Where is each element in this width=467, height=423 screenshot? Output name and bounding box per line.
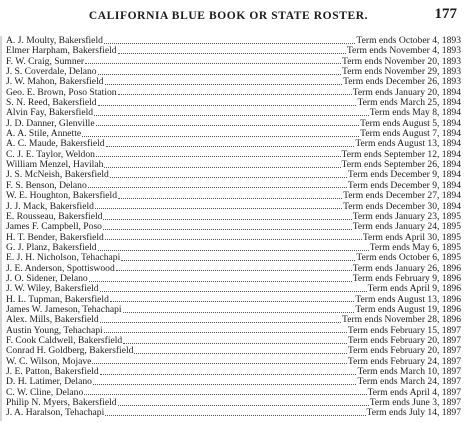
entry-term: Term ends March 25, 1894 <box>357 97 461 109</box>
page-title: CALIFORNIA BLUE BOOK OR STATE ROSTER. <box>88 10 369 22</box>
entry-name: E. J. H. Nicholson, Tehachapi <box>6 252 121 264</box>
entry-term: Term ends August 19, 1896 <box>355 303 461 315</box>
dot-leader <box>121 260 355 261</box>
dot-leader <box>84 394 366 395</box>
entry-term: Term ends February 20, 1897 <box>347 345 461 357</box>
entry-name: J. S. Coverdale, Delano <box>6 66 97 78</box>
dot-leader <box>118 198 342 199</box>
dot-leader <box>100 374 357 375</box>
entry-term: Term ends June 3, 1897 <box>369 397 461 409</box>
dot-leader <box>82 136 359 137</box>
dot-leader <box>118 405 369 406</box>
entry-name: J. D. Danner, Glenville <box>6 117 95 129</box>
entry-term: Term ends January 20, 1894 <box>352 86 461 98</box>
dot-leader <box>98 250 369 251</box>
entry-name: J. E. Anderson, Spottiswood <box>6 262 115 274</box>
dot-leader <box>96 156 341 157</box>
entry-term: Term ends August 7, 1894 <box>360 128 461 140</box>
entry-term: Term ends February 24, 1897 <box>347 355 461 367</box>
dot-leader <box>103 229 352 230</box>
list-item <box>6 191 461 201</box>
page-edge-shadow <box>0 36 2 421</box>
entry-name: Alex. Mills, Bakersfield <box>6 314 99 326</box>
entry-name: J. E. Patton, Bakersfield <box>6 366 99 377</box>
dot-leader <box>92 363 346 364</box>
entry-name: H. L. Tupman, Bakersfield <box>6 293 109 305</box>
dot-leader <box>94 115 369 116</box>
entry-name: William Menzel, Havilah <box>6 159 104 171</box>
entry-name: Elmer Harpham, Bakersfield <box>6 45 117 57</box>
entry-term: Term ends October 6, 1895 <box>356 252 461 264</box>
entry-name: F. Cook Caldwell, Bakersfield <box>6 334 123 346</box>
dot-leader <box>105 239 362 240</box>
dot-leader <box>134 353 346 354</box>
entry-term: Term ends December 27, 1894 <box>343 190 461 202</box>
entry-name: J. J. Mack, Bakersfield <box>6 200 94 212</box>
entry-term: Term ends October 4, 1893 <box>356 35 461 46</box>
entry-name: F. W. Craig, Sumner <box>6 55 85 67</box>
entry-name: C. J. E. Taylor, Weldon <box>6 148 95 160</box>
entry-name: A. C. Maude, Bakersfield <box>6 138 105 150</box>
entry-name: Austin Young, Tehachapi <box>6 324 103 336</box>
entry-term: Term ends November 20, 1893 <box>342 55 461 67</box>
dot-leader <box>104 167 340 168</box>
entry-term: Term ends February 15, 1897 <box>347 324 461 336</box>
entry-name: A. J. Moulty, Bakersfield <box>6 35 103 46</box>
entry-term: Term ends February 9, 1896 <box>352 272 461 284</box>
entry-term: Term ends August 13, 1896 <box>355 293 461 305</box>
entry-name: D. H. Latimer, Delano <box>6 376 92 388</box>
entry-name: H. T. Bender, Bakersfield <box>6 231 104 243</box>
entry-term: Term ends August 13, 1894 <box>355 138 461 150</box>
entry-name: W. C. Wilson, Mojave <box>6 355 92 367</box>
dot-leader <box>100 322 341 323</box>
entry-name: J. O. Sidener, Delano <box>6 272 88 284</box>
dot-leader <box>110 177 347 178</box>
entry-name: Philip N. Myers, Bakersfield <box>6 397 117 409</box>
entry-term: Term ends March 24, 1897 <box>357 376 461 388</box>
dot-leader <box>123 312 355 313</box>
entry-term: Term ends December 9, 1894 <box>347 179 461 191</box>
entry-term: Term ends May 6, 1895 <box>369 241 461 253</box>
entry-term: Term ends April 4, 1897 <box>367 386 461 398</box>
entry-term: Term ends January 23, 1895 <box>352 210 461 222</box>
entry-term: Term ends November 29, 1893 <box>342 66 461 78</box>
dot-leader <box>88 187 347 188</box>
dot-leader <box>105 415 365 416</box>
entry-term: Term ends August 5, 1894 <box>360 117 461 129</box>
entry-name: E. Rousseau, Bakersfield <box>6 210 103 222</box>
running-head <box>0 6 467 34</box>
entry-name: J. S. McNeish, Bakersfield <box>6 169 109 181</box>
dot-leader <box>95 208 342 209</box>
entry-name: James W. Jameson, Tehachapi <box>6 303 122 315</box>
dot-leader <box>96 125 360 126</box>
entry-name: Geo. E. Brown, Poso Station <box>6 86 117 98</box>
entry-term: Term ends May 8, 1894 <box>369 107 461 119</box>
entry-term: Term ends December 30, 1894 <box>343 200 461 212</box>
list-item <box>6 222 461 232</box>
entry-term: Term ends November 28, 1896 <box>342 314 461 326</box>
dot-leader <box>106 146 355 147</box>
entry-term: Term ends January 24, 1895 <box>352 221 461 233</box>
entry-term: Term ends July 14, 1897 <box>366 407 461 419</box>
dot-leader <box>118 53 346 54</box>
entry-name: Alvin Fay, Bakersfield <box>6 107 94 119</box>
list-item <box>6 408 461 418</box>
dot-leader <box>103 219 351 220</box>
entry-term: Term ends December 9, 1894 <box>347 169 461 181</box>
entry-term: Term ends November 4, 1893 <box>346 45 461 57</box>
dot-leader <box>104 43 356 44</box>
dot-leader <box>89 281 352 282</box>
entry-name: W. E. Houghton, Bakersfield <box>6 190 118 202</box>
entry-name: G. J. Planz, Bakersfield <box>6 241 97 253</box>
entry-term: Term ends March 10, 1897 <box>357 366 461 377</box>
dot-leader <box>104 332 347 333</box>
entry-name: S. N. Reed, Bakersfield <box>6 97 97 109</box>
dot-leader <box>116 270 352 271</box>
entry-name: A. A. Stile, Annette <box>6 128 82 140</box>
dot-leader <box>98 105 357 106</box>
entry-term: Term ends December 26, 1893 <box>343 76 461 88</box>
entry-name: J. W. Wiley, Bakersfield <box>6 283 99 295</box>
entry-term: Term ends February 20, 1897 <box>347 334 461 346</box>
entry-name: James F. Campbell, Poso <box>6 221 102 233</box>
dot-leader <box>110 301 354 302</box>
entry-name: F. S. Benson, Delano <box>6 179 87 191</box>
roster-list <box>6 36 461 421</box>
entry-name: J. A. Haralson, Tehachapi <box>6 407 105 419</box>
entry-name: J. W. Mahon, Bakersfield <box>6 76 104 88</box>
entry-term: Term ends January 26, 1896 <box>352 262 461 274</box>
dot-leader <box>118 94 352 95</box>
dot-leader <box>85 63 341 64</box>
list-item <box>6 253 461 263</box>
dot-leader <box>100 291 367 292</box>
entry-term: Term ends April 9, 1896 <box>367 283 461 295</box>
entry-name: Conrad H. Goldberg, Bakersfield <box>6 345 134 357</box>
dot-leader <box>105 84 343 85</box>
entry-term: Term ends September 12, 1894 <box>341 148 461 160</box>
page-number: 177 <box>434 6 457 22</box>
dot-leader <box>123 343 347 344</box>
dot-leader <box>98 74 341 75</box>
entry-term: Term ends April 30, 1895 <box>362 231 461 243</box>
entry-name: C. W. Cline, Delano <box>6 386 84 398</box>
dot-leader <box>93 384 357 385</box>
entry-term: Term ends September 26, 1894 <box>341 159 461 171</box>
